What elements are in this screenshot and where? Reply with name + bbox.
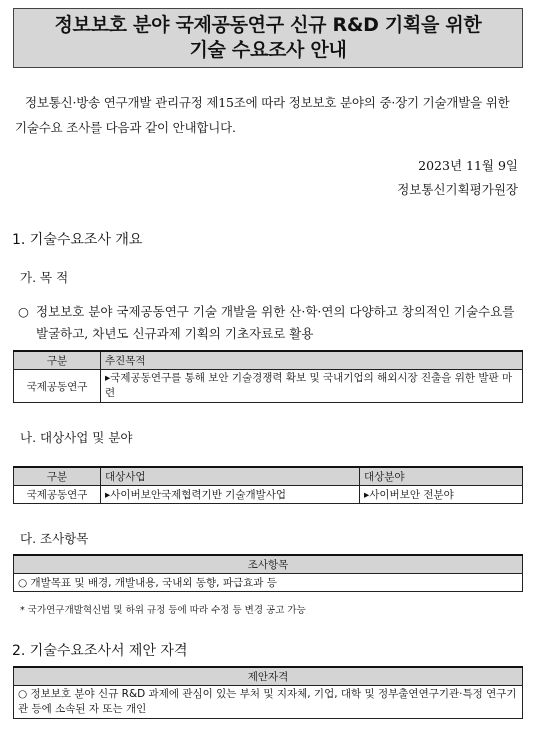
items-table — [13, 554, 523, 592]
table-row — [14, 486, 523, 504]
section-1-heading: 1. 기술수요조사 개요 — [12, 232, 143, 248]
table-header-field: 대상분야 — [360, 467, 523, 486]
title-line-2: 기술 수요조사 안내 — [189, 39, 347, 61]
table-cell-items: ○ 개발목표 및 배경, 개발내용, 국내외 동향, 파급효과 등 — [14, 574, 523, 592]
table-cell-eligibility: ○ 정보보호 분야 신규 R&D 과제에 관심이 있는 부처 및 지자체, 기업, 대학 및 정부출연연구기관·특정 연구기관 등에 소속된 자 또는 개인 — [14, 686, 523, 719]
purpose-table — [13, 350, 523, 403]
table-header-items: 조사항목 — [14, 555, 523, 574]
intro-paragraph — [15, 90, 525, 140]
table-row — [14, 686, 523, 719]
table-cell-purpose: ▸국제공동연구를 통해 보안 기술경쟁력 확보 및 국내기업의 해외시장 진출을 위한 발판 마련 — [101, 370, 523, 403]
purpose-bullet-text: 정보보호 분야 국제공동연구 기술 개발을 위한 산·학·연의 다양하고 창의적인 기술수요를 발굴하고, 차년도 신규과제 기획의 기초자료로 활용 — [36, 304, 515, 341]
table-row — [14, 370, 523, 403]
intro-text: 정보통신·방송 연구개발 관리규정 제15조에 따라 정보보호 분야의 중·장기 기술개발을 위한 기술수요 조사를 다음과 같이 안내합니다. — [15, 95, 510, 135]
footnote: * 국가연구개발혁신법 및 하위 규정 등에 따라 수정 등 변경 공고 가능 — [20, 605, 306, 616]
table-header-row — [14, 667, 523, 686]
table-header-eligibility: 제안자격 — [14, 667, 523, 686]
purpose-bullet — [18, 301, 523, 345]
target-heading: 나. 대상사업 및 분야 — [20, 430, 133, 445]
notice-date: 2023년 11월 9일 — [418, 158, 518, 173]
table-cell-project: ▸사이버보안국제협력기반 기술개발사업 — [101, 486, 360, 504]
table-cell-category: 국제공동연구 — [14, 486, 101, 504]
table-header-category: 구분 — [14, 467, 101, 486]
table-row — [14, 574, 523, 592]
issuing-organization: 정보통신기획평가원장 — [397, 182, 518, 197]
table-header-row — [14, 467, 523, 486]
table-header-row — [14, 351, 523, 370]
table-cell-category: 국제공동연구 — [14, 370, 101, 403]
target-table — [13, 466, 523, 504]
section-2-heading: 2. 기술수요조사서 제안 자격 — [12, 643, 188, 659]
table-header-row — [14, 555, 523, 574]
title-box — [13, 8, 523, 68]
bullet-circle-icon: ○ — [18, 304, 29, 319]
title-line-1: 정보보호 분야 국제공동연구 신규 R&D 기획을 위한 — [54, 14, 482, 36]
items-heading: 다. 조사항목 — [20, 531, 89, 546]
purpose-heading: 가. 목 적 — [20, 270, 69, 285]
table-header-project: 대상사업 — [101, 467, 360, 486]
table-cell-field: ▸사이버보안 전분야 — [360, 486, 523, 504]
eligibility-table — [13, 666, 523, 719]
table-header-purpose: 추진목적 — [101, 351, 523, 370]
table-header-category: 구분 — [14, 351, 101, 370]
